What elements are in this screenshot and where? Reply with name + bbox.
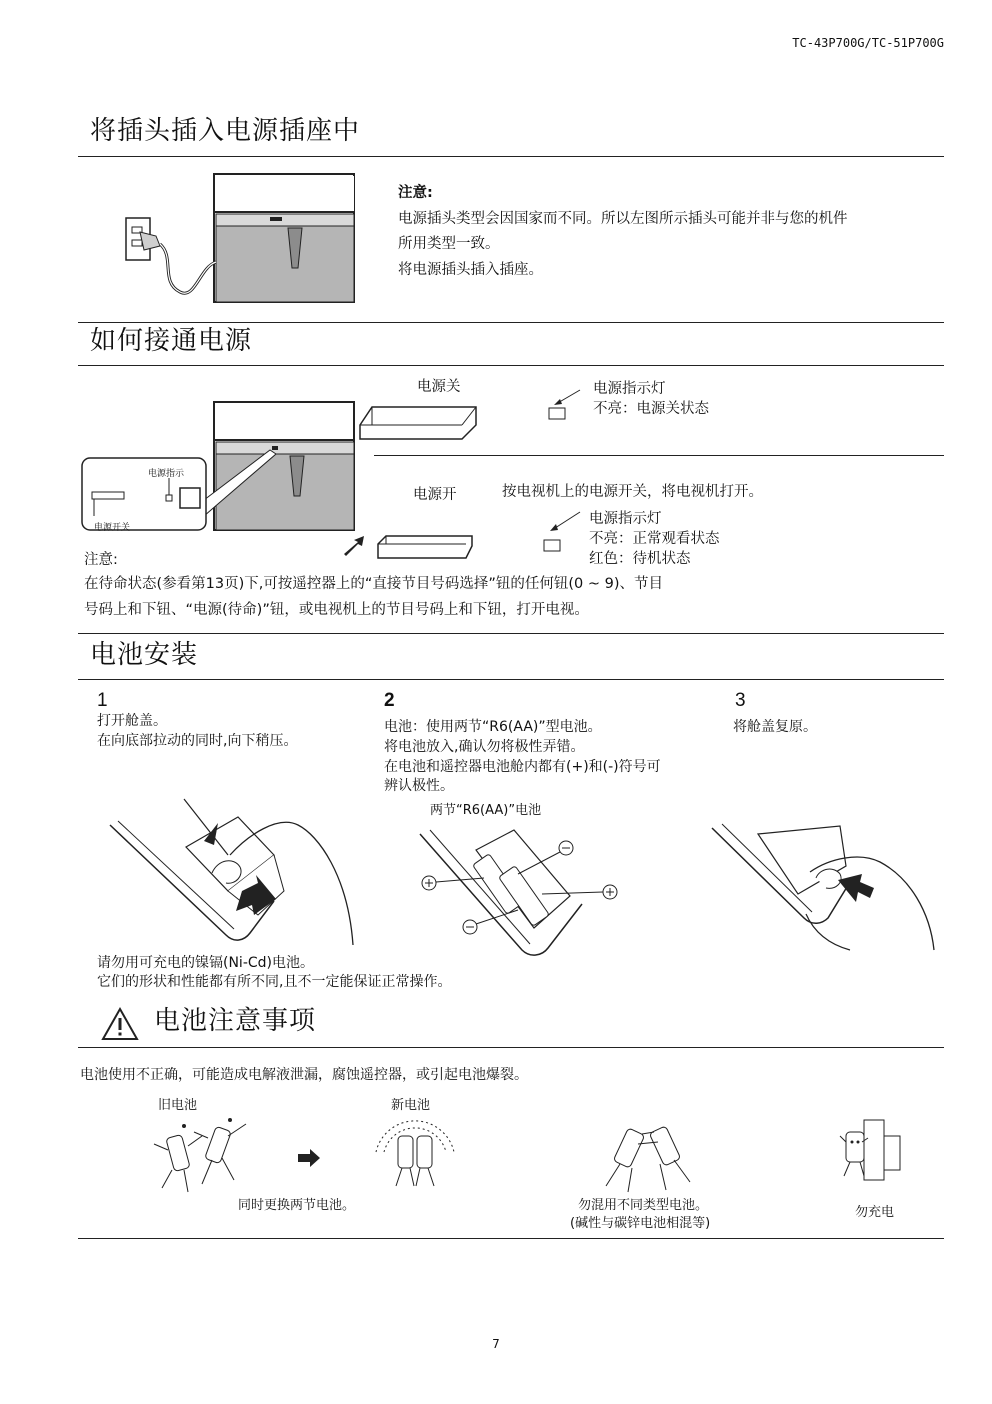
remote-insert-batteries-illustration — [418, 820, 628, 960]
section-divider — [78, 1047, 944, 1048]
section-divider — [78, 1238, 944, 1239]
indicator-on-icon — [540, 508, 590, 554]
model-number: TC-43P700G/TC-51P700G — [792, 36, 944, 50]
on-indicator-label: 电源指示灯 — [589, 511, 662, 527]
power-divider — [374, 455, 944, 456]
section-title-power: 如何接通电源 — [90, 326, 253, 356]
step1-line2: 在向底部拉动的同时,向下稍压。 — [97, 733, 298, 749]
tv-power-illustration — [80, 400, 355, 532]
section-divider — [78, 156, 944, 157]
power-note-line2: 号码上和下钮、“电源(待命)”钮，或电视机上的节目号码上和下钮，打开电视。 — [84, 602, 589, 618]
battery-warning-line2: 它们的形状和性能都有所不同,且不一定能保证正常操作。 — [97, 974, 452, 990]
section-divider — [78, 679, 944, 680]
remote-close-cover-illustration — [710, 822, 940, 952]
new-batteries-icon — [370, 1112, 460, 1192]
step2-caption: 两节“R6(AA)”电池 — [430, 803, 542, 818]
step3-line1: 将舱盖复原。 — [733, 719, 817, 735]
mix-caption-line2: (碱性与碳锌电池相混等) — [570, 1216, 711, 1231]
on-indicator-state1: 不亮：正常观看状态 — [589, 531, 720, 547]
battery-warning-line1: 请勿用可充电的镍镉(Ni-Cd)电池。 — [97, 955, 314, 971]
section-title-plug: 将插头插入电源插座中 — [90, 116, 361, 146]
plug-note-line1: 电源插头类型会因国家而不同。所以左图所示插头可能并非与您的机件 — [398, 211, 848, 227]
tv-plug-illustration — [120, 172, 355, 302]
power-off-label: 电源关 — [417, 379, 461, 395]
plug-note-label: 注意: — [398, 185, 433, 201]
mix-caption-line1: 勿混用不同类型电池。 — [578, 1198, 709, 1213]
section-title-battery: 电池安装 — [90, 640, 199, 670]
on-indicator-state2: 红色：待机状态 — [589, 551, 691, 567]
page-number: 7 — [492, 1337, 500, 1351]
step2-line1: 电池：使用两节“R6(AA)”型电池。 — [384, 719, 602, 735]
step1-line1: 打开舱盖。 — [97, 713, 167, 729]
step2-line3: 在电池和遥控器电池舱内都有(+)和(-)符号可 — [384, 759, 661, 775]
old-batteries-icon — [150, 1114, 260, 1198]
inset-label-indicator: 电源指示 — [148, 469, 185, 479]
plug-instruction: 将电源插头插入插座。 — [398, 262, 543, 278]
power-note-line1: 在待命状态(参看第13页)下,可按遥控器上的“直接节目号码选择”钮的任何钮(0 ~ 9)、节目 — [84, 576, 664, 592]
mixed-batteries-icon — [598, 1114, 698, 1194]
warning-triangle-icon — [101, 1007, 139, 1041]
power-on-instruction: 按电视机上的电源开关，将电视机打开。 — [502, 484, 763, 500]
indicator-off-icon — [546, 388, 596, 422]
new-battery-label: 新电池 — [391, 1098, 431, 1113]
no-recharge-icon — [838, 1118, 908, 1182]
old-battery-label: 旧电池 — [158, 1098, 198, 1113]
step2-number: 2 — [384, 690, 395, 711]
remote-open-cover-illustration — [108, 795, 358, 955]
off-indicator-state: 不亮：电源关状态 — [593, 401, 709, 417]
step2-line2: 将电池放入,确认勿将极性弄错。 — [384, 739, 585, 755]
arrow-right-icon — [296, 1148, 322, 1168]
off-indicator-label: 电源指示灯 — [593, 381, 666, 397]
section-title-caution: 电池注意事项 — [154, 1006, 317, 1036]
section-divider — [78, 365, 944, 366]
caution-intro: 电池使用不正确，可能造成电解液泄漏，腐蚀遥控器，或引起电池爆裂。 — [80, 1067, 528, 1083]
plug-note-line2: 所用类型一致。 — [398, 236, 500, 252]
step2-line4: 辨认极性。 — [384, 778, 454, 794]
power-note-label: 注意: — [84, 552, 118, 568]
power-switch-on-icon — [342, 532, 474, 562]
power-on-label: 电源开 — [413, 487, 457, 503]
inset-label-switch: 电源开关 — [94, 523, 131, 533]
step1-number: 1 — [97, 690, 108, 711]
step3-number: 3 — [735, 690, 746, 711]
no-charge-caption: 勿充电 — [855, 1205, 895, 1220]
replace-caption: 同时更换两节电池。 — [238, 1198, 356, 1213]
power-switch-off-icon — [358, 403, 478, 443]
section-divider — [78, 633, 944, 634]
